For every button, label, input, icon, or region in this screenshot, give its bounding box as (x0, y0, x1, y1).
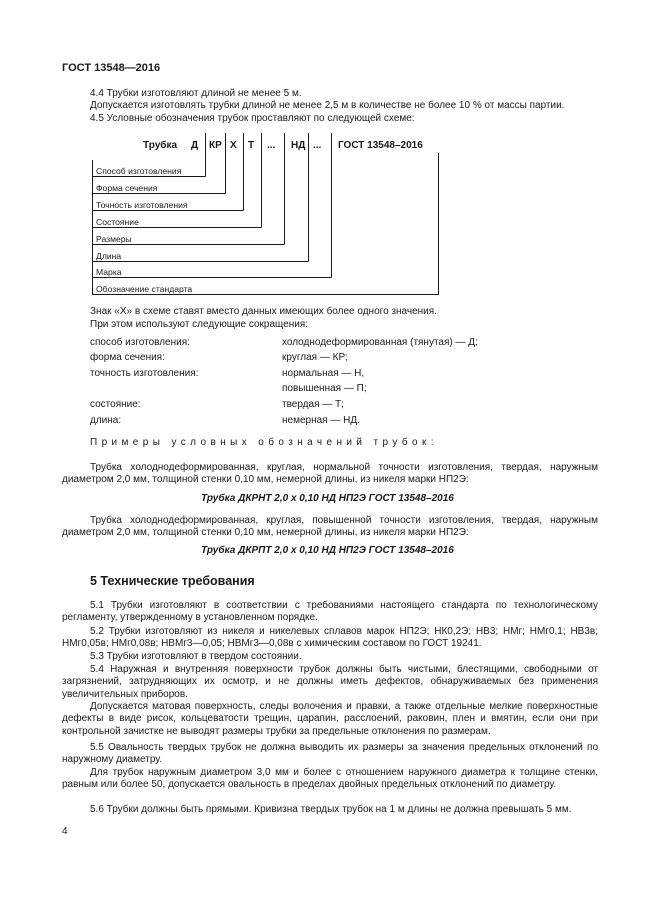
note-x-sign: Знак «Х» в схеме ставят вместо данных имеющих более одного значения. (90, 306, 437, 317)
abbrev-label-length: длина: (90, 415, 122, 426)
clause-5-2: 5.2 Трубки изготовляют из никеля и никелевых сплавов марок НП2Э; НК0,2Э; НВ3; НМг; НМг0,1; НВ3в; НМг0,05в; НМг0,08в; НВМг3—0,05; НВМг3—0,08в с химическим составом по ГОСТ 19241. (62, 626, 598, 650)
note-abbrev-intro: При этом используют следующие сокращения: (90, 319, 308, 330)
abbrev-value-length: немерная — НД. (282, 415, 360, 426)
scheme-token-section: КР (209, 140, 222, 151)
example-2-text: Трубка холоднодеформированная, круглая, повышенной точности изготовления, твердая, наружным диаметром 2,0 мм, толщиной стенки 0,10 мм, немерной длины, из никеля марки НП2Э: (62, 515, 598, 539)
scheme-label-state: Состояние (96, 217, 139, 227)
scheme-label-standard: Обозначение стандарта (96, 284, 193, 294)
examples-heading: Примеры условных обозначений трубок: (90, 437, 438, 448)
abbrev-label-precision: точность изготовления: (90, 368, 199, 379)
scheme-label-method: Способ изготовления (96, 166, 182, 176)
document-header: ГОСТ 13548—2016 (62, 62, 161, 74)
scheme-token-state: Т (248, 140, 255, 151)
example-1-code: Трубка ДКРНТ 2,0 х 0,10 НД НП2Э ГОСТ 13548–2016 (201, 493, 454, 504)
clause-5-5-allowance: Для трубок наружным диаметром 3,0 мм и более с отношением наружного диаметра к толщине стенки, равным или более 50, допускается овальность в пределах двойных предельных отклонений по диаметру. (62, 767, 598, 791)
abbrev-value-state: твердая — Т; (282, 399, 344, 410)
scheme-label-precision: Точность изготовления (96, 200, 188, 210)
example-2-code: Трубка ДКРПТ 2,0 х 0,10 НД НП2Э ГОСТ 13548–2016 (201, 545, 454, 556)
abbrev-value-method: холоднодеформированная (тянутая) — Д; (282, 337, 478, 348)
scheme-label-section: Форма сечения (96, 183, 158, 193)
clause-5-3: 5.3 Трубки изготовляют в твердом состоянии. (90, 651, 302, 662)
scheme-label-sizes: Размеры (96, 234, 132, 244)
scheme-token-sizes: ... (267, 140, 276, 151)
abbrev-label-section: форма сечения: (90, 352, 165, 363)
abbrev-value-precision-normal: нормальная — Н, (282, 368, 365, 379)
page-number: 4 (62, 826, 68, 837)
scheme-token-precision: Х (230, 140, 237, 151)
clause-5-5: 5.5 Овальность твердых трубок не должна выводить их размеры за значения предельных отклонений по наружному диаметру. (62, 742, 598, 766)
scheme-token-standard: ГОСТ 13548–2016 (338, 140, 423, 151)
clause-5-4: 5.4 Наружная и внутренняя поверхности трубок должны быть чистыми, блестящими, свободными от загрязнений, затрудняющих их осмотр, и не должны иметь дефектов, обнаруживаемых без применения увеличительных приборов. (62, 664, 598, 700)
scheme-token-grade: ... (313, 140, 322, 151)
abbrev-value-section: круглая — КР; (282, 352, 348, 363)
scheme-token-method: Д (191, 140, 199, 151)
clause-5-1: 5.1 Трубки изготовляют в соответствии с требованиями настоящего стандарта по технологическому регламенту, утвержденному в установленном порядке. (62, 600, 598, 624)
abbrev-label-method: способ изготовления: (90, 337, 190, 348)
scheme-token-tube: Трубка (143, 140, 178, 151)
clause-4-4-note: Допускается изготовлять трубки длиной не менее 2,5 м в количестве не более 10 % от массы партии. (90, 100, 565, 111)
example-1-text: Трубка холоднодеформированная, круглая, нормальной точности изготовления, твердая, наружным диаметром 2,0 мм, толщиной стенки 0,10 мм, немерной длины, из никеля марки НП2Э: (62, 462, 598, 486)
scheme-token-length: НД (291, 140, 306, 151)
clause-4-4: 4.4 Трубки изготовляют длиной не менее 5 м. (90, 88, 302, 99)
scheme-label-grade: Марка (96, 267, 122, 277)
clause-5-4-allowance: Допускается матовая поверхность, следы волочения и правки, а также отдельные мелкие поверхностные дефекты в виде рисок, кольцеватости трещин, царапин, расслоений, раковин, плен и вмятин, если они при контрольной зачистке не выводят размеры трубки за предельные отклонения по размерам. (62, 701, 598, 737)
clause-5-6: 5.6 Трубки должны быть прямыми. Кривизна твердых трубок на 1 м длины не должна превышать 5 мм. (90, 804, 572, 815)
section-5-title: 5 Технические требования (90, 574, 255, 588)
scheme-label-length: Длина (96, 251, 122, 261)
abbrev-label-state: состояние: (90, 399, 141, 410)
clause-4-5: 4.5 Условные обозначения трубок проставляют по следующей схеме: (90, 113, 415, 124)
abbrev-value-precision-high: повышенная — П; (282, 383, 367, 394)
